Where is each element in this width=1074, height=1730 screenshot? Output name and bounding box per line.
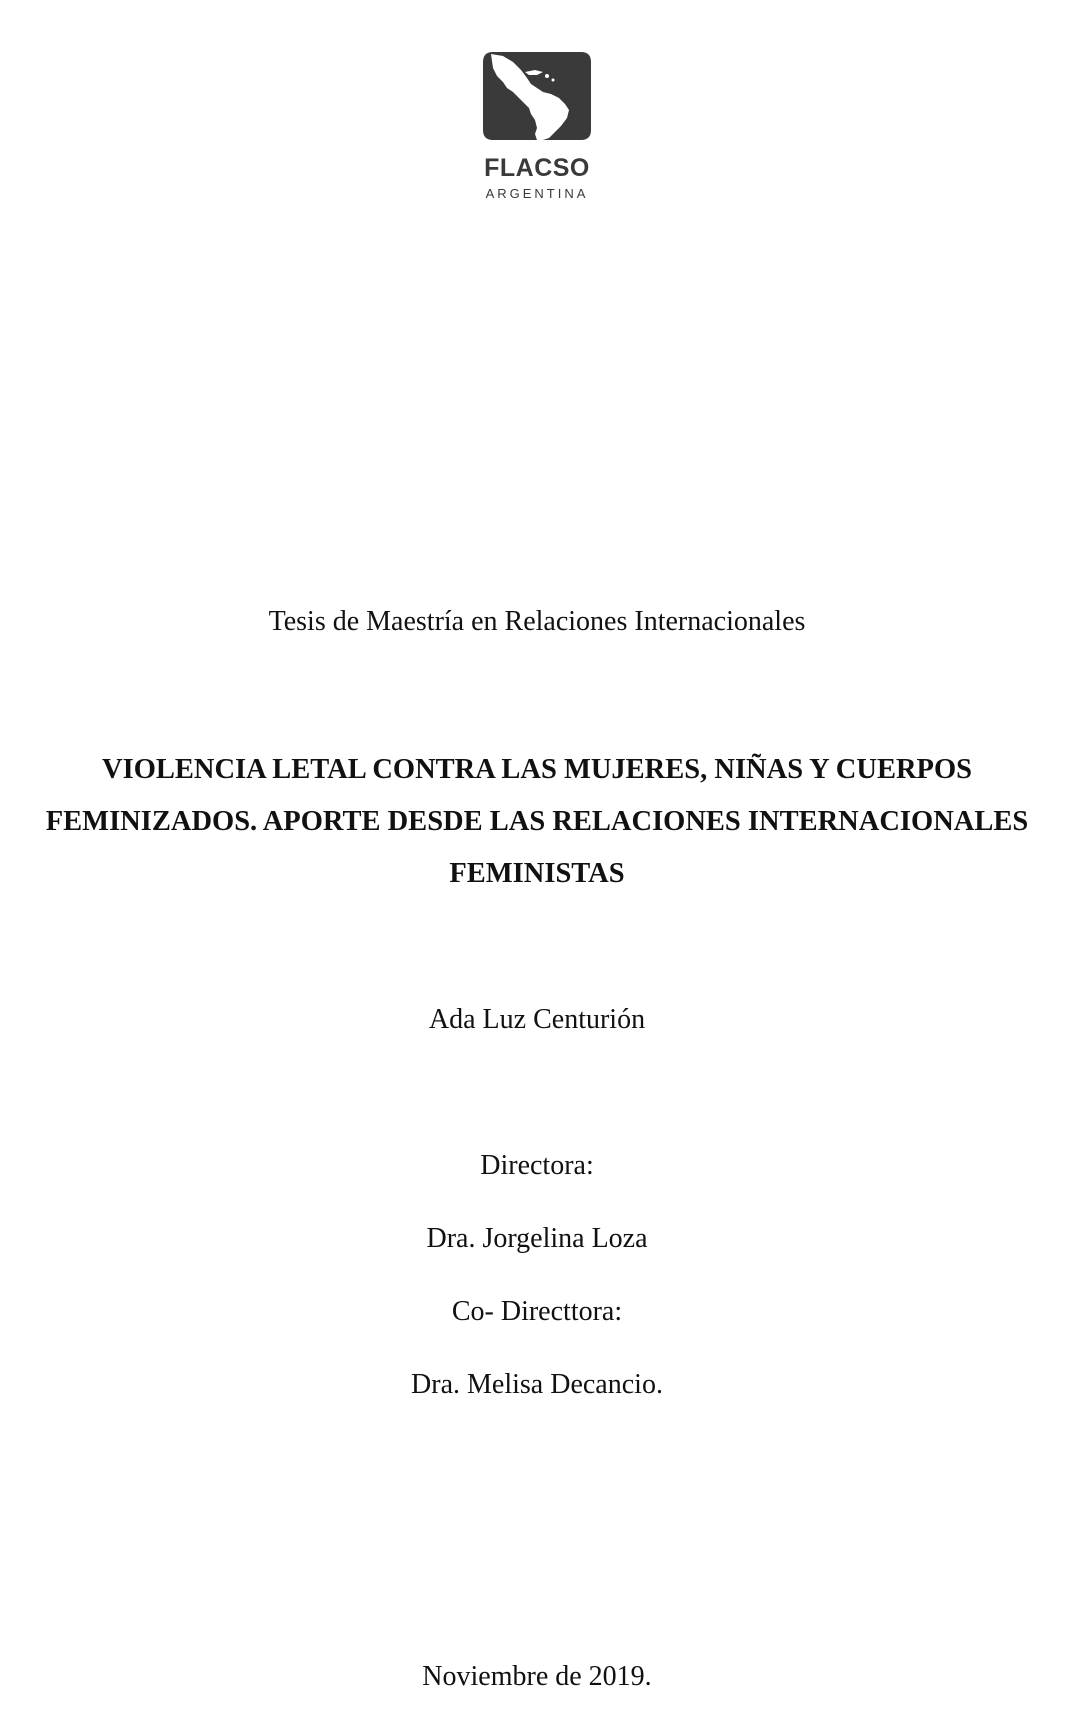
thesis-title-line-3: FEMINISTAS xyxy=(449,858,625,889)
author-name: Ada Luz Centurión xyxy=(428,1004,646,1035)
degree-line: Tesis de Maestría en Relaciones Internacionales xyxy=(268,606,806,637)
director-label: Directora: xyxy=(480,1150,594,1181)
flacso-logo xyxy=(477,48,597,208)
codirector-name: Dra. Melisa Decancio. xyxy=(411,1369,663,1400)
codirector-label: Co- Directtora: xyxy=(451,1296,623,1327)
thesis-title-line-1: VIOLENCIA LETAL CONTRA LAS MUJERES, NIÑAS Y CUERPOS xyxy=(102,754,972,785)
logo-wordmark xyxy=(477,154,597,182)
latin-america-map-icon xyxy=(477,48,597,208)
logo-name: FLACSO xyxy=(484,154,590,182)
submission-date: Noviembre de 2019. xyxy=(422,1661,652,1692)
thesis-title-line-2: FEMINIZADOS. APORTE DESDE LAS RELACIONES INTERNACIONALES xyxy=(45,806,1029,837)
logo-subtitle-wrap xyxy=(477,186,597,202)
logo-subtitle: ARGENTINA xyxy=(485,186,589,201)
director-name: Dra. Jorgelina Loza xyxy=(426,1223,648,1254)
